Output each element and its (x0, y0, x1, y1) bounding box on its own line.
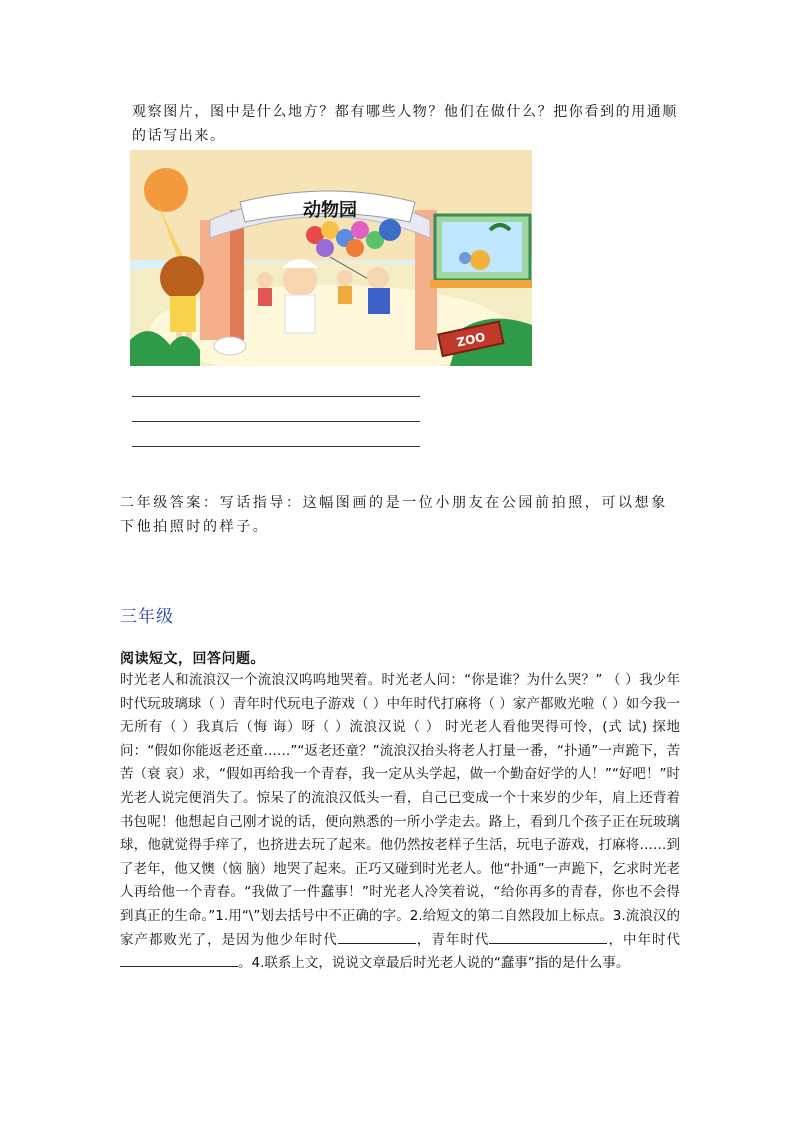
zoo-board-sign: ZOO (455, 329, 487, 350)
passage-mid: ，青年时代 (415, 931, 490, 948)
blank-youth[interactable] (338, 929, 416, 944)
zoo-arch-sign: 动物园 (303, 200, 357, 221)
blank-middle-age[interactable] (120, 952, 238, 967)
grade2-writing-prompt: 观察图片，图中是什么地方？都有哪些人物？他们在做什么？把你看到的用通顺的话写出来。 (132, 104, 678, 144)
answer-line-1[interactable] (132, 396, 420, 397)
reading-title: 阅读短文，回答问题。 (120, 651, 265, 667)
blank-young-adult[interactable] (489, 929, 607, 944)
grade2-answer: 二年级答案：写话指导：这幅图画的是一位小朋友在公园前拍照，可以想象下他拍照时的样子。 (120, 495, 668, 535)
passage-mid2: ，中年时代 (607, 931, 681, 948)
grade3-heading: 三年级 (120, 607, 174, 627)
answer-line-2[interactable] (132, 421, 420, 422)
answer-line-3[interactable] (132, 446, 420, 447)
zoo-entrance-illustration (130, 150, 532, 366)
reading-passage (120, 669, 680, 976)
passage-end: 。4.联系上文，说说文章最后时光老人说的“蠢事”指的是什么事。 (238, 955, 630, 972)
passage-body: 时光老人和流浪汉一个流浪汉呜呜地哭着。时光老人问：“你是谁？为什么哭？” （ ）我少年时代玩玻璃球（ ）青年时代玩电子游戏（ ）中年时代打麻将（ ）家产都败光啦（ ）如今我一无所有（ ）我真后（悔 诲）呀（ ）流浪汉说（ ） 时光老人看他哭得可怜，(式 试) 探地问：“假如你能返老还童……”“返老还童？”流浪汉抬头将老人打量一番，“扑通”一声跪下，苦苦（衰 哀）求，“假如再给我一个青春，我一定从头学起，做一个勤奋好学的人！”“好吧！”时光老人说完便消失了。惊呆了的流浪汉低头一看，自己已变成一个十来岁的少年，肩上还背着书包呢！他想起自己刚才说的话，便向熟悉的一所小学走去。路上，看到几个孩子正在玩玻璃球，他就觉得手痒了，也挤进去玩了起来。他仍然按老样子生活，玩电子游戏，打麻将……到了老年，他又懊（恼 脑）地哭了起来。正巧又碰到时光老人。他“扑通”一声跪下，乞求时光老人再给他一个青春。“我做了一件蠢事！”时光老人冷笑着说，“给你再多的青春，你也不会得到真正的生命。”1.用“\”划去括号中不正确的字。2.给短文的第二自然段加上标点。3.流浪汉的家产都败光了，是因为他少年时代 (120, 672, 680, 948)
